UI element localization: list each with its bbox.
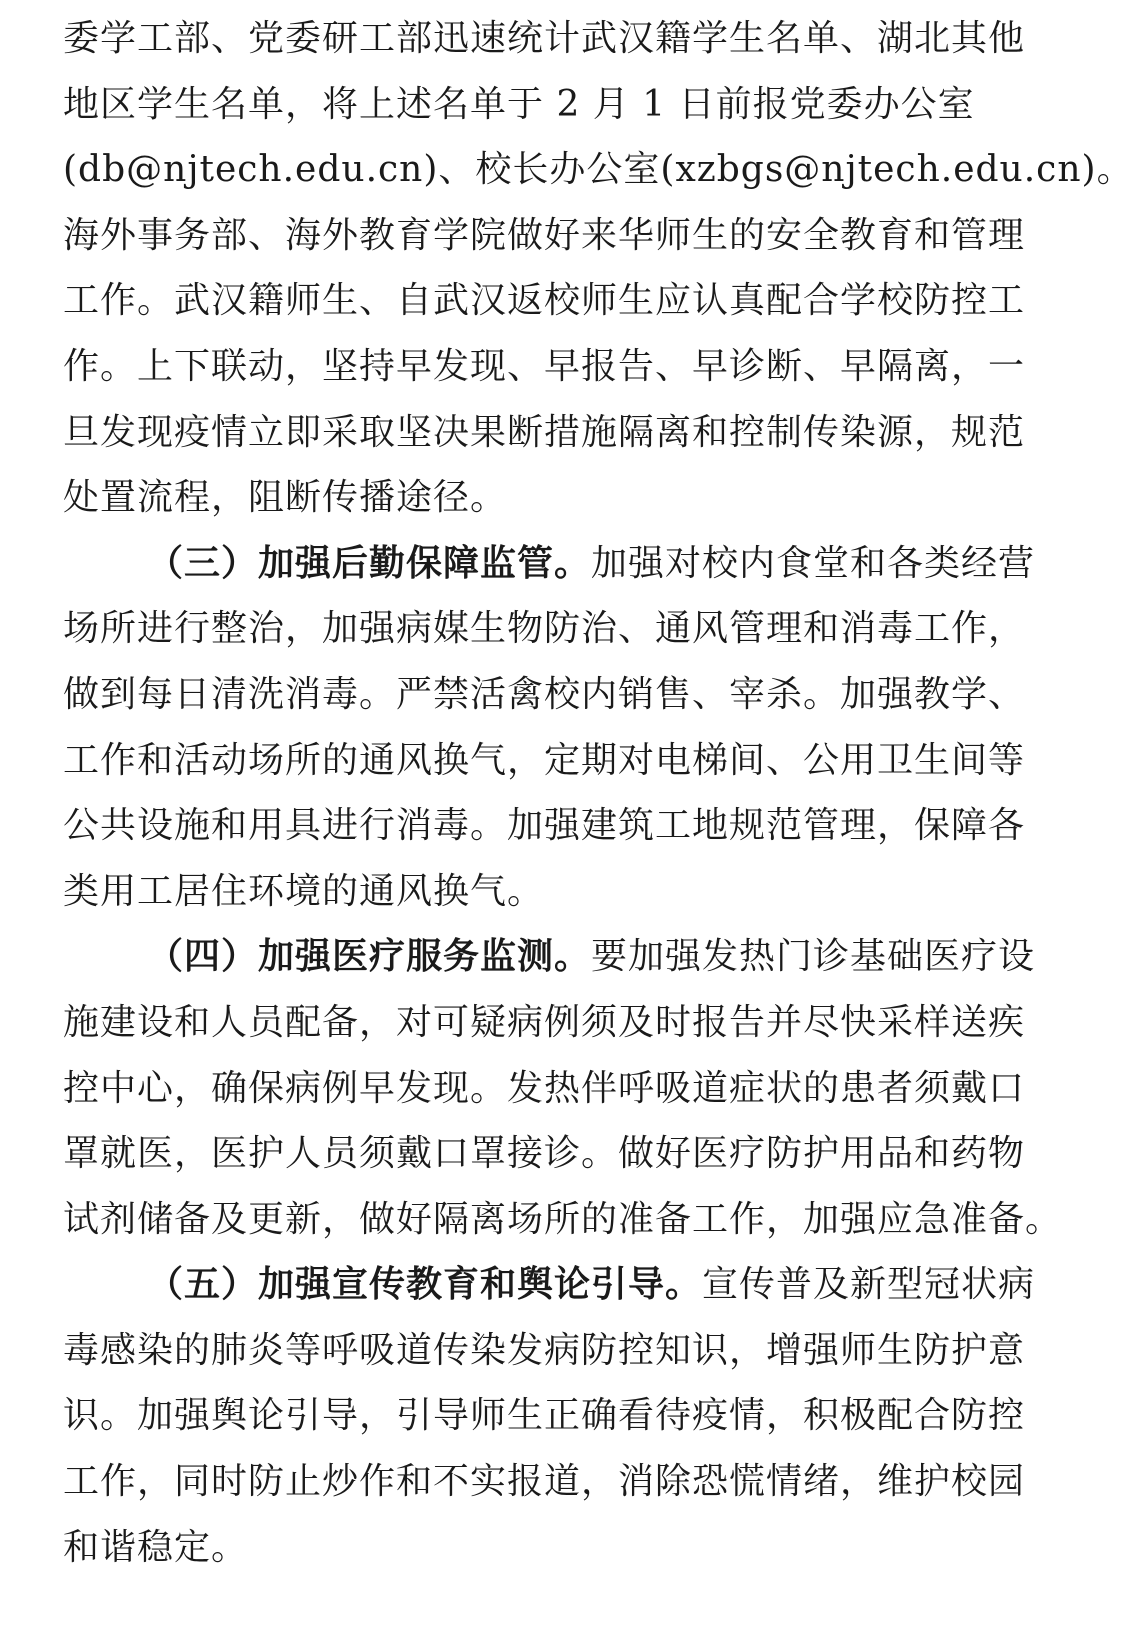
section-5-paragraph — [63, 1252, 1063, 1580]
text-line: 罩就医，医护人员须戴口罩接诊。做好医疗防护用品和药物 — [63, 1133, 1026, 1175]
text-line: 做到每日清洗消毒。严禁活禽校内销售、宰杀。加强教学、 — [63, 673, 1026, 715]
text-line: 地区学生名单，将上述名单于 2 月 1 日前报党委办公室 — [63, 83, 975, 125]
section-4-first-line — [63, 924, 1063, 990]
section-5-heading: （五）加强宣传教育和舆论引导。 — [147, 1264, 703, 1306]
text-line: 控中心，确保病例早发现。发热伴呼吸道症状的患者须戴口 — [63, 1067, 1026, 1109]
text-line: 工作。武汉籍师生、自武汉返校师生应认真配合学校防控工 — [63, 280, 1026, 322]
section-5-lead-text: 宣传普及新型冠状病 — [702, 1264, 1036, 1306]
text-line: 公共设施和用具进行消毒。加强建筑工地规范管理，保障各 — [63, 805, 1026, 847]
text-line: 工作，同时防止炒作和不实报道，消除恐慌情绪，维护校园 — [63, 1461, 1026, 1503]
text-line: 毒感染的肺炎等呼吸道传染发病防控知识，增强师生防护意 — [63, 1329, 1026, 1371]
text-line: 场所进行整治，加强病媒生物防治、通风管理和消毒工作， — [63, 608, 1026, 650]
section-3-heading: （三）加强后勤保障监管。 — [147, 542, 592, 584]
document-page — [63, 6, 1134, 1580]
section-5-first-line — [63, 1252, 1063, 1318]
section-3-paragraph — [63, 531, 1063, 925]
text-line: 处置流程，阻断传播途径。 — [63, 477, 508, 519]
section-4-heading: （四）加强医疗服务监测。 — [147, 936, 592, 978]
text-line: (db@njtech.edu.cn)、校长办公室(xzbgs@njtech.edu.cn)。 — [63, 149, 1134, 191]
text-line: 旦发现疫情立即采取坚决果断措施隔离和控制传染源，规范 — [63, 411, 1026, 453]
section-3-first-line — [63, 531, 1063, 597]
text-line: 工作和活动场所的通风换气，定期对电梯间、公用卫生间等 — [63, 739, 1026, 781]
text-line: 委学工部、党委研工部迅速统计武汉籍学生名单、湖北其他 — [63, 18, 1026, 59]
text-line: 和谐稳定。 — [63, 1526, 249, 1568]
text-line: 海外事务部、海外教育学院做好来华师生的安全教育和管理 — [63, 214, 1026, 256]
text-line: 试剂储备及更新，做好隔离场所的准备工作，加强应急准备。 — [63, 1198, 1063, 1240]
intro-paragraph — [63, 6, 1134, 531]
section-4-paragraph — [63, 924, 1063, 1252]
section-4-lead-text: 要加强发热门诊基础医疗设 — [591, 936, 1036, 978]
text-line: 识。加强舆论引导，引导师生正确看待疫情，积极配合防控 — [63, 1395, 1026, 1437]
section-3-lead-text: 加强对校内食堂和各类经营 — [591, 542, 1036, 584]
text-line: 类用工居住环境的通风换气。 — [63, 870, 545, 912]
text-line: 作。上下联动，坚持早发现、早报告、早诊断、早隔离，一 — [63, 345, 1026, 387]
text-line: 施建设和人员配备，对可疑病例须及时报告并尽快采样送疾 — [63, 1001, 1026, 1043]
